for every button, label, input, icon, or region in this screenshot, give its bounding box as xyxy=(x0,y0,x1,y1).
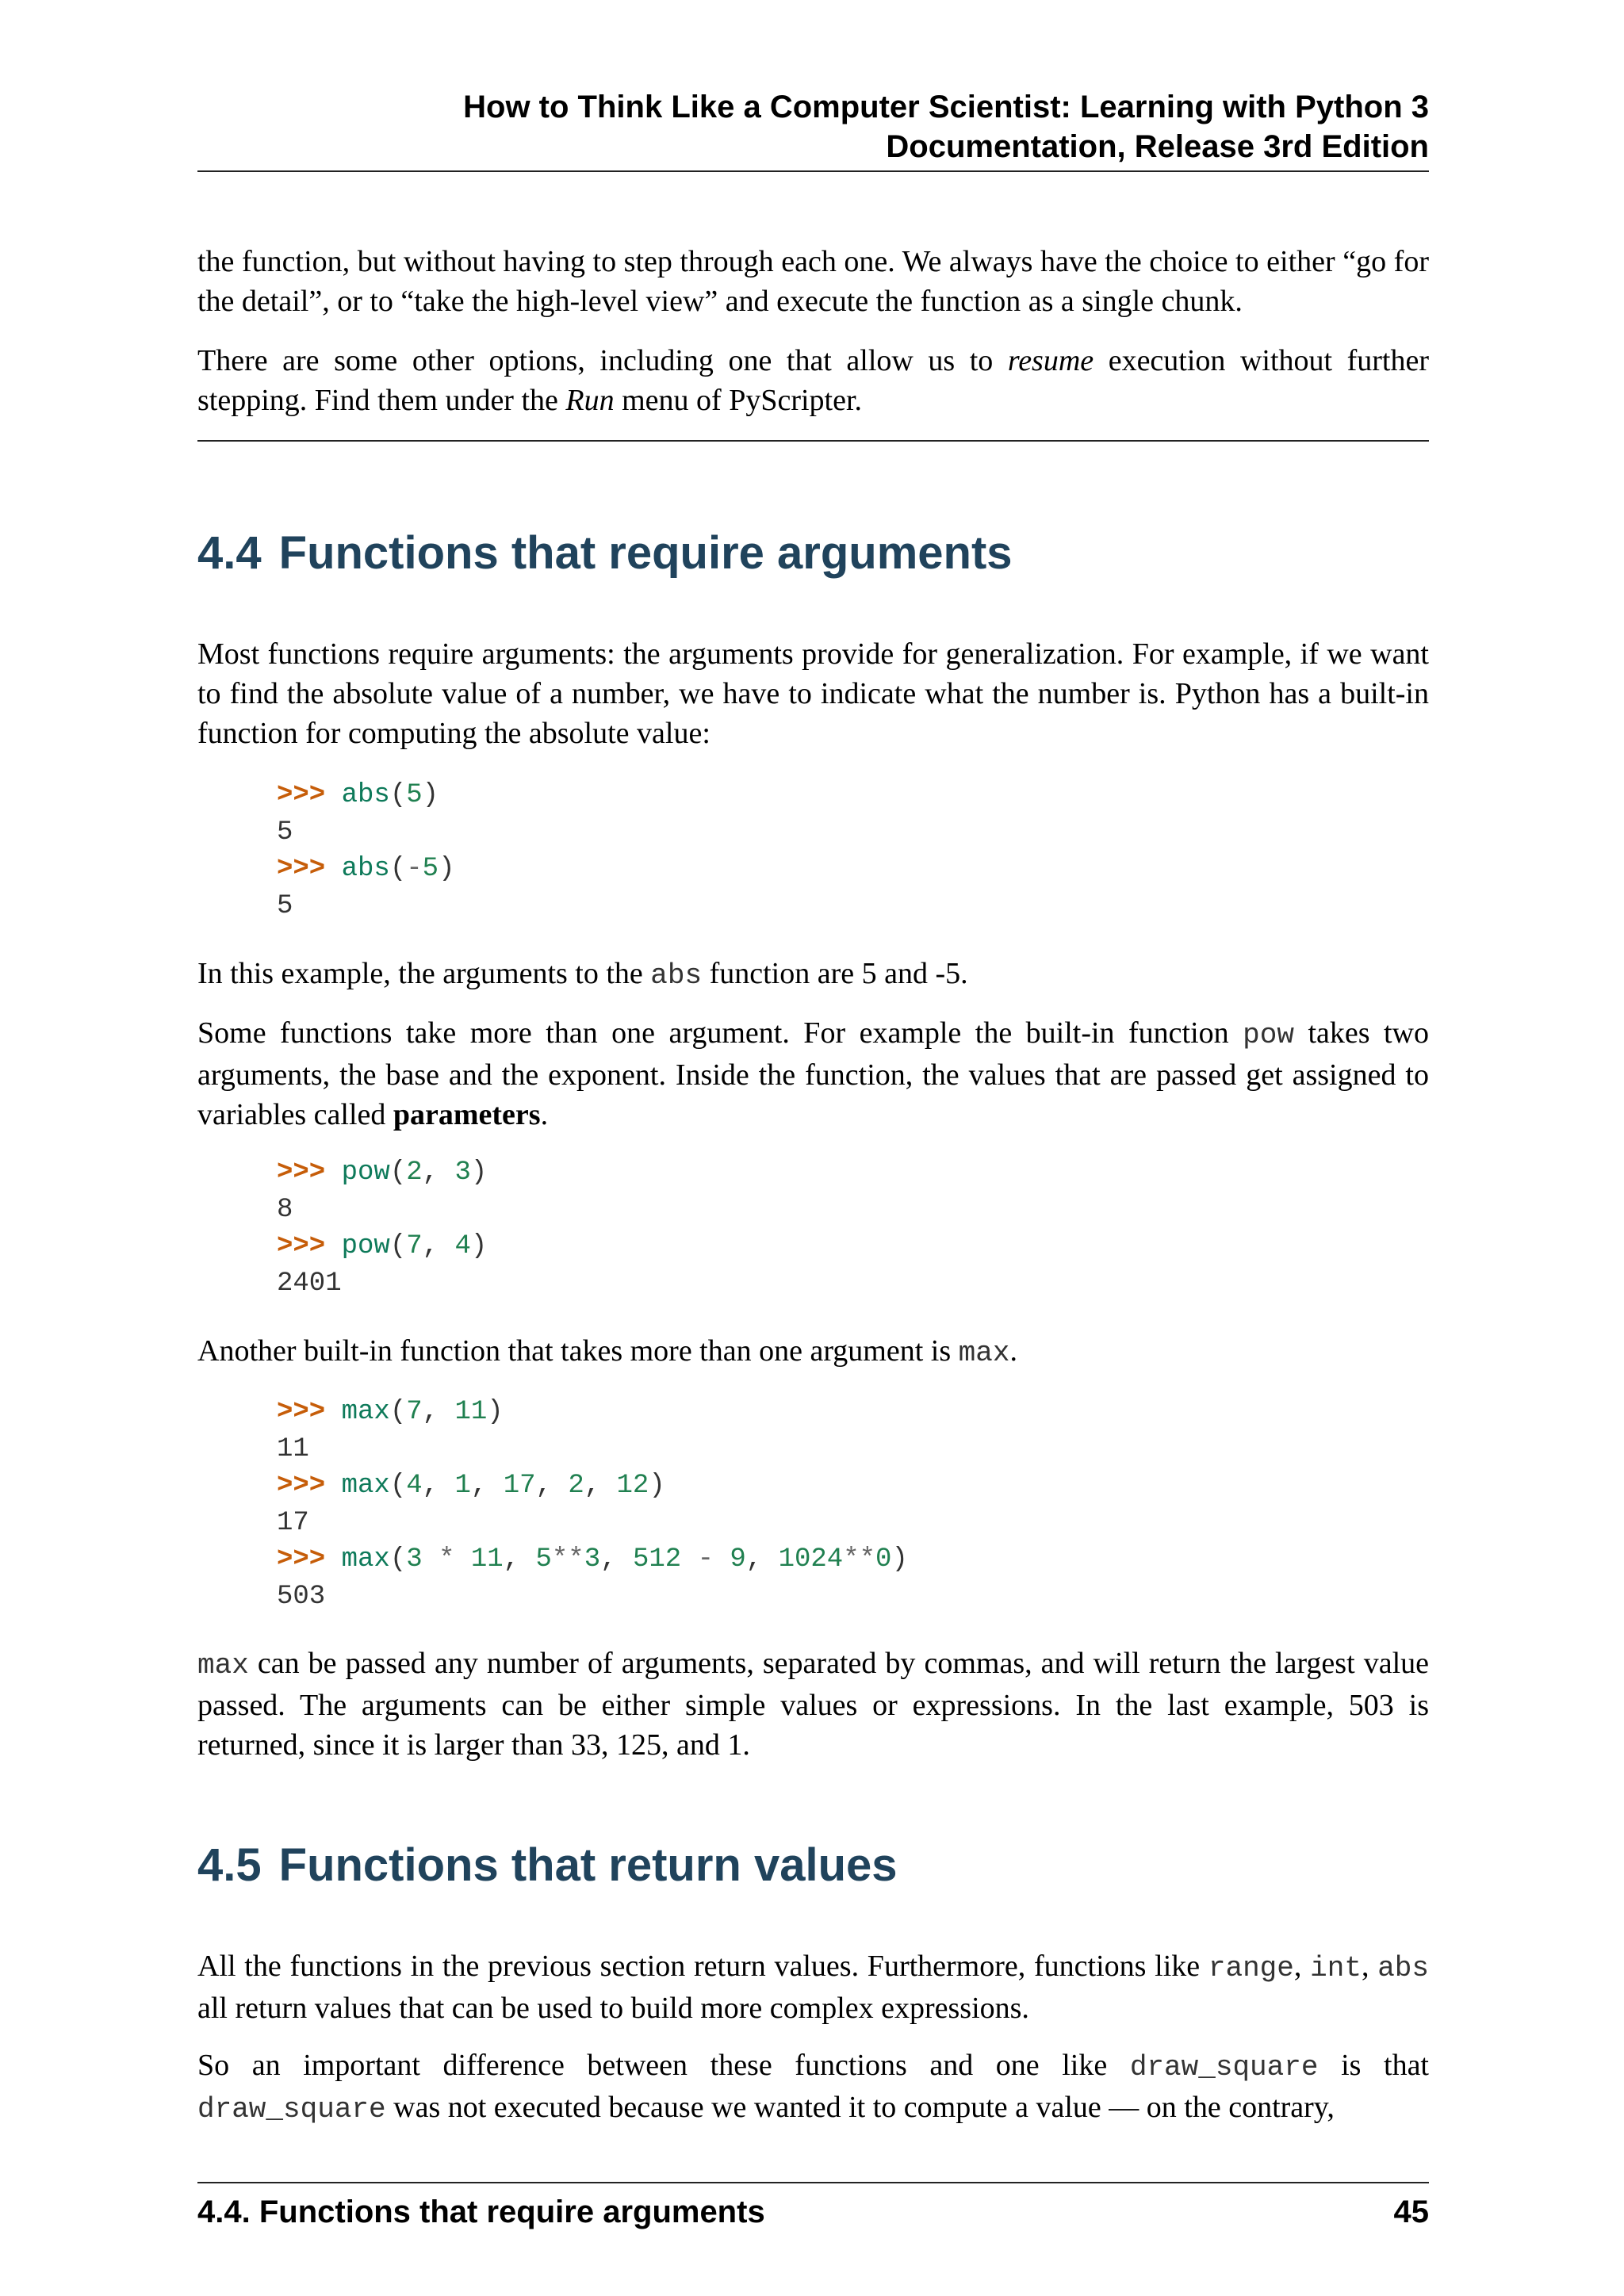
intro-paragraph-2 xyxy=(197,341,1429,420)
code-number: 2 xyxy=(406,1158,423,1188)
inline-code: draw_square xyxy=(1129,2051,1319,2084)
code-output: 8 xyxy=(277,1194,293,1225)
text-run: All the functions in the previous section return values. Furthermore, functions like xyxy=(197,1950,1208,1983)
prompt: >>> xyxy=(277,1397,326,1427)
code-fn: abs xyxy=(341,780,390,810)
inline-code: range xyxy=(1208,1952,1294,1984)
code-operator: ** xyxy=(551,1544,584,1575)
section45-paragraph-1 xyxy=(197,1946,1429,2028)
code-fn: max xyxy=(341,1471,390,1501)
text-run: . xyxy=(540,1098,549,1131)
section44-paragraph-4 xyxy=(197,1331,1429,1373)
section-heading-4-5 xyxy=(197,1838,898,1893)
inline-code: abs xyxy=(1377,1952,1429,1984)
section-heading-4-4 xyxy=(197,526,1013,581)
code-punctuation xyxy=(454,1544,470,1575)
text-run: execution without further stepping. Find them under the xyxy=(197,344,1429,417)
header-title-line2: Documentation, Release 3rd Edition xyxy=(886,129,1429,164)
code-output: 11 xyxy=(277,1433,309,1464)
code-operator: ** xyxy=(843,1544,876,1575)
code-number: 1 xyxy=(454,1471,471,1501)
section44-paragraph-5 xyxy=(197,1644,1429,1765)
code-punctuation: , xyxy=(745,1544,779,1575)
section44-paragraph-2 xyxy=(197,954,1429,996)
code-output: 5 xyxy=(277,817,293,848)
prompt: >>> xyxy=(277,1158,326,1188)
code-fn: max xyxy=(341,1544,390,1575)
section-title: Functions that require arguments xyxy=(278,527,1013,579)
text-run: Another built-in function that takes more than one argument is xyxy=(197,1334,959,1368)
footer-section-title: 4.4. Functions that require arguments xyxy=(197,2195,765,2229)
code-number: 3 xyxy=(406,1544,423,1575)
section-title: Functions that return values xyxy=(278,1839,898,1891)
text-run: can be passed any number of arguments, separated by commas, and will return the largest value passed. The arguments can be either simple values or expressions. In the last example, 503 is returned, since it is larger than 33, 125, and 1. xyxy=(197,1647,1429,1762)
text-run: There are some other options, including one that allow us to xyxy=(197,344,1008,377)
prompt: >>> xyxy=(277,780,326,810)
code-number: 2 xyxy=(568,1471,584,1501)
code-punctuation xyxy=(681,1544,697,1575)
inline-code: int xyxy=(1310,1952,1362,1984)
header-rule xyxy=(197,170,1429,172)
text-run: takes two arguments, the base and the exponent. Inside the function, the values that are passed get assigned to variables called xyxy=(197,1016,1430,1131)
code-punctuation: , xyxy=(600,1544,633,1575)
running-footer xyxy=(197,2192,1429,2232)
code-fn: max xyxy=(341,1397,390,1427)
code-operator: - xyxy=(406,854,423,884)
section44-paragraph-1: Most functions require arguments: the arguments provide for generalization. For example, if we want to find the absolute value of a number, we have to indicate what the number is. Python has a built-in function for computing the absolute value: xyxy=(197,637,1429,750)
text-run: is that xyxy=(1318,2049,1429,2082)
emphasis-resume: resume xyxy=(1007,344,1094,377)
code-output: 2401 xyxy=(277,1268,342,1299)
section45-paragraph-2 xyxy=(197,2045,1429,2130)
text-run: was not executed because we wanted it to compute a value — on the contrary, xyxy=(385,2091,1335,2124)
code-punctuation xyxy=(423,1544,439,1575)
code-number: 512 xyxy=(632,1544,682,1575)
prompt: >>> xyxy=(277,1471,326,1501)
code-fn: abs xyxy=(341,854,390,884)
code-number: 0 xyxy=(875,1544,892,1575)
code-output: 503 xyxy=(277,1581,326,1612)
code-fn: pow xyxy=(341,1231,390,1261)
footer-rule xyxy=(197,2182,1429,2183)
text-run: all return values that can be used to build more complex expressions. xyxy=(197,1992,1029,2025)
code-number: 17 xyxy=(503,1471,536,1501)
text-run: menu of PyScripter. xyxy=(614,384,863,417)
text-run: . xyxy=(1009,1334,1017,1368)
code-operator: - xyxy=(697,1544,714,1575)
code-number: 4 xyxy=(454,1231,471,1261)
running-header xyxy=(197,87,1429,166)
code-output: 17 xyxy=(277,1507,309,1538)
prompt: >>> xyxy=(277,1544,326,1575)
code-block-max: >>> max(7, 11) 11 >>> max(4, 1, 17, 2, 12) 17 >>> max(3 * 11, 5**3, 512 - 9, 1024**0) 503 xyxy=(277,1397,908,1612)
code-number: 3 xyxy=(584,1544,601,1575)
code-number: 12 xyxy=(616,1471,649,1501)
code-number: 5 xyxy=(406,780,423,810)
code-block-pow: >>> pow(2, 3) 8 >>> pow(7, 4) 2401 xyxy=(277,1158,488,1299)
section-number: 4.4 xyxy=(197,527,262,579)
text-run: , xyxy=(1293,1950,1311,1983)
bold-term: parameters xyxy=(393,1098,541,1131)
header-title-line1: How to Think Like a Computer Scientist: Learning with Python 3 xyxy=(463,90,1429,124)
code-output: 5 xyxy=(277,890,293,921)
text-run: , xyxy=(1361,1950,1378,1983)
text-run: In this example, the arguments to the xyxy=(197,957,651,990)
inline-code: draw_square xyxy=(197,2093,386,2126)
code-number: 3 xyxy=(454,1158,471,1188)
inline-code: max xyxy=(197,1649,249,1682)
intro-paragraph-1: the function, but without having to step through each one. We always have the choice to either “go for the detail”, or to “take the high-level view” and execute the function as a single chunk. xyxy=(197,245,1429,318)
prompt: >>> xyxy=(277,1231,326,1261)
code-number: 1024 xyxy=(778,1544,844,1575)
section-number: 4.5 xyxy=(197,1839,262,1891)
inline-code: pow xyxy=(1243,1019,1294,1051)
topic-end-rule xyxy=(197,440,1429,442)
code-number: 11 xyxy=(470,1544,504,1575)
code-fn: pow xyxy=(341,1158,390,1188)
code-operator: * xyxy=(439,1544,455,1575)
code-number: 5 xyxy=(535,1544,552,1575)
code-punctuation xyxy=(714,1544,730,1575)
inline-code: abs xyxy=(650,959,703,992)
code-punctuation: , xyxy=(503,1544,536,1575)
prompt: >>> xyxy=(277,854,326,884)
text-run: So an important difference between these functions and one like xyxy=(197,2049,1130,2082)
code-number: 9 xyxy=(730,1544,746,1575)
page-number: 45 xyxy=(1393,2195,1429,2229)
code-number: 11 xyxy=(454,1397,488,1427)
text-run: Some functions take more than one argument. For example the built-in function xyxy=(197,1016,1243,1050)
code-number: 7 xyxy=(406,1231,423,1261)
emphasis-run: Run xyxy=(565,384,615,417)
code-number: 4 xyxy=(406,1471,423,1501)
section44-paragraph-3 xyxy=(197,1013,1429,1135)
code-expression xyxy=(406,1544,891,1575)
code-number: 5 xyxy=(422,854,439,884)
code-number: 7 xyxy=(406,1397,423,1427)
inline-code: max xyxy=(958,1337,1010,1369)
text-run: function are 5 and -5. xyxy=(702,957,968,990)
code-block-abs: >>> abs(5) 5 >>> abs(-5) 5 xyxy=(277,780,455,921)
